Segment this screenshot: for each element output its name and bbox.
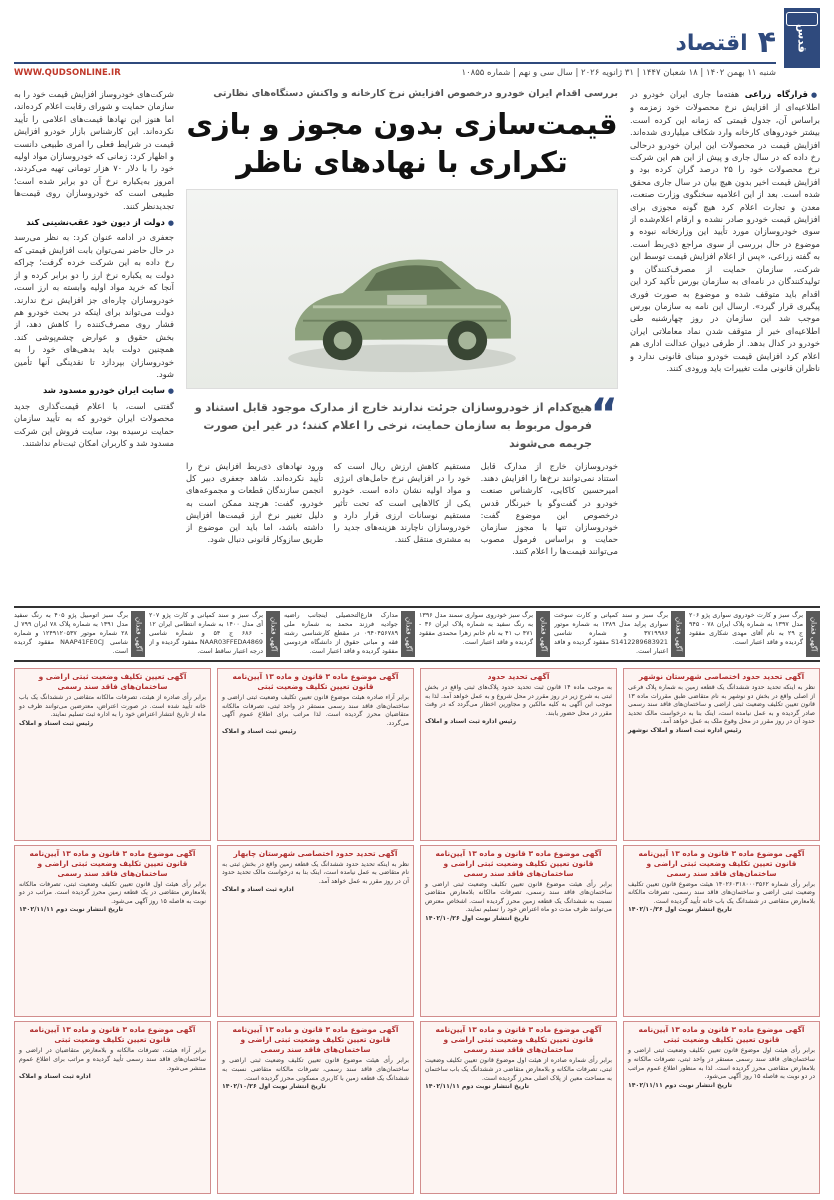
notice-body: برابر آراء هیئت، تصرفات مالکانه و بلامعارض متقاضیان در اراضی و ساختمان‌های فاقد سند رسمی تأیید گردیده و مراتب برای اطلاع عموم منتشر می‌شود.	[19, 1047, 206, 1072]
legal-notice	[217, 668, 414, 841]
notice-body: برابر رأی هیئت اول قانون تعیین تکلیف وضعیت ثبتی، تصرفات مالکانه بلامعارض متقاضی در یک قطعه زمین محرز گردیده است. مراتب در دو نوبت به فاصله ۱۵ روز آگهی می‌شود.	[19, 880, 206, 905]
legal-notice	[217, 1021, 414, 1194]
notice-title: آگهی موضوع ماده ۳ قانون و ماده ۱۳ آیین‌نامه قانون تعیین تکلیف وضعیت ثبتی	[232, 672, 399, 691]
ad-tag: آگهی فقدان	[671, 611, 685, 657]
notice-body: برابر رأی شماره ۱۴۰۲۶۰۳۱۸۰۰۰۳۵۶۲ هیئت موضوع قانون تعیین تکلیف وضعیت ثبتی اراضی و ساختمان‌های فاقد سند رسمی، تصرفات مالکانه بلامعارض متقاضی در ششدانگ یک باب خانه تأیید گردیده است.	[628, 880, 815, 905]
legal-notice	[217, 845, 414, 1018]
notice-body: برابر رأی شماره صادره از هیئت اول موضوع قانون تعیین تکلیف وضعیت ثبتی، تصرفات مالکانه و بلامعارض متقاضی در ششدانگ یک باب ساختمان به مساحت معین از پلاک اصلی محرز گردیده است.	[425, 1057, 612, 1082]
classified-ad	[689, 611, 820, 657]
left-subheading-1: ● دولت از دیون خود عقب‌نشینی کند	[14, 216, 174, 229]
ad-tag: آگهی فقدان	[131, 611, 145, 657]
notice-body: برابر آراء صادره هیئت موضوع قانون تعیین تکلیف وضعیت ثبتی اراضی و ساختمان‌های فاقد سند رسمی مستقر در واحد ثبتی، تصرفات مالکانه متقاضیان محرز گردیده است. لذا مراتب برای اطلاع عموم آگهی می‌گردد.	[222, 694, 409, 727]
notice-body: نظر به اینکه تحدید حدود ششدانگ یک قطعه زمین واقع در بخش ثبتی به نام متقاضی به عمل نیامده است، اینک بنا به درخواست مالک تحدید حدود آن در روز مقرر به عمل خواهد آمد.	[222, 860, 409, 885]
notice-signature: رئیس اداره ثبت اسناد و املاک	[425, 718, 517, 726]
newspaper-logo	[784, 8, 820, 68]
notice-signature: تاریخ انتشار نوبت دوم ۱۴۰۲/۱۱/۱۱	[628, 1081, 733, 1089]
notice-signature: تاریخ انتشار نوبت اول ۱۴۰۲/۱۰/۲۶	[628, 906, 732, 914]
notice-signature: رئیس اداره ثبت اسناد و املاک نوشهر	[628, 726, 742, 734]
ad-tag: آگهی فقدان	[266, 611, 280, 657]
notice-title: آگهی تحدید حدود اختصاصی شهرستان نوشهر	[638, 672, 805, 681]
notice-signature: تاریخ انتشار نوبت دوم ۱۴۰۲/۱۱/۱۱	[425, 1083, 530, 1091]
notice-title: آگهی موضوع ماده ۳ قانون و ماده ۱۳ آیین‌نامه قانون تعیین تکلیف وضعیت ثبتی اراضی و ساختمان‌های فاقد سند رسمی	[435, 848, 602, 878]
notice-signature: اداره ثبت اسناد و املاک	[19, 1073, 91, 1081]
lower-column-middle-text: مستقیم کاهش ارزش ریال است که خود را در افزایش نرخ حامل‌های انرژی و مواد اولیه نشان داده است. خودرو یکی از کالاهایی است که تحت تأثیر مستقیم نوسانات ارزی قرار دارد و خودروسازان ناچارند هزینه‌های جدید را به مشتری منتقل کنند.	[333, 461, 471, 545]
legal-notice	[420, 845, 617, 1018]
left-subheading-2: ● سایت ایران خودرو مسدود شد	[14, 384, 174, 397]
left-column-text-2: جعفری در ادامه عنوان کرد: به نظر می‌رسد در حال حاضر نمی‌توان بابت افزایش قیمتی که رخ داده به این شرکت خرده گرفت؛ چراکه دولت به یکباره نرخ ارز را دو برابر کرده و از آنجا که خرید مواد اولیه وابسته به ارز است، خودروسازان چاره‌ای جز افزایش نرخ ندارند. دولت می‌تواند برای اینکه در بحث خودرو هم فشار روی مصرف‌کننده را کاهش دهد، از بخش حقوق و عوارض چشم‌پوشی کند. همچنین دولت باید بدهی‌های خود را به خودروسازان بپردازد تا نقدینگی آنها تأمین شود.	[14, 232, 174, 379]
story-headline: قیمت‌سازی بدون مجوز و بازی تکراری با نهادهای ناظر	[186, 107, 618, 179]
notices-column	[623, 668, 820, 1194]
page-number: ۴	[757, 25, 776, 60]
notice-body: برابر رأی هیئت اول موضوع قانون تعیین تکلیف وضعیت ثبتی اراضی و ساختمان‌های فاقد سند رسمی مستقر در واحد ثبتی، تصرفات مالکانه و بلامعارض متقاضی محرز گردیده است. لذا به منظور اطلاع عموم مراتب در دو نوبت به فاصله ۱۵ روز آگهی می‌شود.	[628, 1047, 815, 1081]
classified-ads-strip	[14, 606, 820, 662]
notice-title: آگهی موضوع ماده ۳ قانون و ماده ۱۳ آیین‌نامه قانون تعیین تکلیف وضعیت ثبتی اراضی و ساختمان‌های فاقد سند رسمی	[232, 1025, 399, 1055]
legal-notice	[623, 1021, 820, 1194]
notice-body: برابر رأی هیئت موضوع قانون تعیین تکلیف وضعیت ثبتی اراضی و ساختمان‌های فاقد سند رسمی، تصرفات مالکانه بلامعارض متقاضی نسبت به ششدانگ یک قطعه زمین محرز گردیده است. اشخاص معترض می‌توانند ظرف مدت دو ماه اعتراض خود را تسلیم نمایند.	[425, 880, 612, 914]
classified-ad	[284, 611, 415, 657]
notice-title: آگهی تحدید حدود	[487, 672, 550, 681]
notice-body: به موجب ماده ۱۴ قانون ثبت تحدید حدود پلاک‌های ثبتی واقع در بخش ثبتی به شرح زیر در روز مقرر در محل شروع و به عمل خواهد آمد. لذا به موجب این آگهی به کلیه مالکین و مجاورین اخطار می‌گردد که در وقت مقرر در محل حضور یابند.	[425, 684, 612, 717]
notice-body: برابر رأی صادره از هیئت، تصرفات مالکانه متقاضی در ششدانگ یک باب خانه تأیید شده است. در صورت اعتراض، معترضین می‌توانند ظرف دو ماه از تاریخ انتشار اعتراض خود را به اداره ثبت تسلیم نمایند.	[19, 694, 206, 719]
notice-body: نظر به اینکه تحدید حدود ششدانگ یک قطعه زمین به شماره پلاک فرعی از اصلی واقع در بخش دو نوشهر به نام متقاضی طبق مقررات ماده ۱۳ قانون تعیین تکلیف وضعیت ثبتی اراضی و ساختمان‌های فاقد سند رسمی صادر گردیده و به عمل نیامده است، اینک بنا به درخواست مالک تحدید حدود آن در روز مقرر در محل وقوع ملک به عمل خواهد آمد.	[628, 684, 815, 726]
section-title: اقتصاد	[675, 30, 748, 56]
ad-text: مدارک فارغ‌التحصیلی اینجانب راضیه جوادیه فرزند محمد به شماره ملی ۰۹۴۰۴۵۶۷۸۹ در مقطع کارشناسی رشته فقه و مبانی حقوق از دانشگاه فردوسی مفقود گردیده و فاقد اعتبار است.	[284, 611, 398, 655]
classified-ad	[554, 611, 685, 657]
right-column-text: هفته‌ما جاری ایران خودرو در اطلاعیه‌ای از افزایش نرخ محصولات خود زمزمه و براساس آن، جدول قیمتی که زمانه این کرده است. بیشتر خودروهای کارخانه وارد شکاف میلیاردی شده‌اند. افزایش قیمت در محصولات این ایران خودرو درحالی رخ داده که در سال جاری و پیش از این هم این شرکت نرخ محصولات خود را ۲۵ درصد گران کرده بود و افزایش قیمت اخیر بدون هیچ بیان در سال جاری محقق شده است. بعد از این اعلامیه سخنگوی وزارت صنعت، معدن و تجارت اعلام کرد هیچ گونه مجوزی برای افزایش قیمت خودرو صادر نشده و ارقام اعلام‌شده از سوی خودروسازان مورد تأیید این وزارتخانه نبوده و موضوع در حال بررسی از سوی مراجع ذی‌ربط است. به گفته زراعی، «پس از اعلام افزایش قیمت توسط این شرکت، سازمان حمایت از مصرف‌کنندگان و تولیدکنندگان در نامه‌ای به سازمان بورس تأکید کرد این اقدام باید متوقف شده و موضوع به صورت فوری پیگیری قرار گیرد». ارسال این نامه به سازمان بورس موجب شد این سازمان در روز چهارشنبه طی اطلاعیه‌ای خبر از متوقف شدن نماد معاملاتی ایران خودرو در کدال بدهد. از طرفی دیوان عدالت اداری هم اعلام کرد افزایش قیمت خودرو مبنای قانونی ندارد و ناظران قانونی ملت تغییرات باید ورودی کنند.	[630, 89, 820, 373]
money-car-image	[186, 189, 618, 389]
pull-quote	[186, 389, 618, 453]
notice-signature: رئیس ثبت اسناد و املاک	[19, 719, 94, 727]
lower-column-left-text: ورود نهادهای ذی‌ربط افزایش نرخ را تأیید نکرده‌اند. شاهد جعفری دبیر کل انجمن سازندگان قطعات و مجموعه‌های خودرو، گفت: هرچند ممکن است به دلیل تغییر نرخ ارز قیمت‌ها افزایش داشته باشد، اما باید این موضوع از طریق سازوکار قانونی دنبال شود.	[186, 461, 324, 545]
legal-notice	[14, 845, 211, 1018]
notice-title: آگهی موضوع ماده ۳ قانون و ماده ۱۳ آیین‌نامه قانون تعیین تکلیف وضعیت ثبتی اراضی و ساختمان‌های فاقد سند رسمی	[435, 1025, 602, 1055]
ad-text: برگ سبز خودروی سواری سمند مدل ۱۳۹۶ به رنگ سفید به شماره پلاک ایران ۳۶ - ۴۷۱ ب ۴۱ به نام خانم زهرا محمدی مفقود گردیده و فاقد اعتبار است.	[419, 611, 533, 646]
legal-notice	[14, 1021, 211, 1194]
date-line: شنبه ۱۱ بهمن ۱۴۰۲ | ۱۸ شعبان ۱۴۴۷ | ۳۱ ژانویه ۲۰۲۶ | سال سی و نهم | شماره ۱۰۸۵۵	[461, 68, 776, 78]
right-column-lead: ● قرارگاه زراعی	[745, 89, 820, 99]
lower-column-right	[481, 460, 618, 598]
legal-notice	[623, 845, 820, 1018]
story-kicker: بررسی اقدام ایران خودرو درخصوص افزایش نرخ کارخانه و واکنش دستگاه‌های نظارتی	[213, 88, 618, 99]
ad-text: برگ سبز و سند کمپانی و کارت پژو ۲۰۷ آی مدل ۱۴۰۰ به شماره انتظامی ایران ۱۲ - ۶۸۶ ج ۵۴ و شماره شاسی NAAR03FFEDA4869 مفقود گردیده و از درجه اعتبار ساقط است.	[149, 611, 263, 655]
legal-notice	[14, 668, 211, 841]
notice-title: آگهی تعیین تکلیف وضعیت ثبتی اراضی و ساختمان‌های فاقد سند رسمی	[38, 672, 187, 691]
notices-column	[420, 668, 617, 1194]
story-left-column	[14, 88, 174, 598]
meta-bar	[14, 68, 776, 82]
legal-notice	[420, 668, 617, 841]
masthead-divider	[14, 62, 776, 64]
classified-ad	[14, 611, 145, 657]
lower-column-middle	[333, 460, 470, 598]
notices-column	[14, 668, 211, 1194]
car-illustration-icon	[187, 190, 617, 388]
ad-text: برگ سبز اتومبیل پژو ۴۰۵ به رنگ سفید مدل ۱۳۹۱ به شماره پلاک ۷۸ ایران ۷۹۹ ل ۲۸ شماره موتور ۱۲۴۹۱۲۰۵۳۷ و شماره شاسی NAAP41FE0CJ مفقود گردیده است.	[14, 611, 128, 655]
masthead	[14, 8, 820, 86]
notice-signature: تاریخ انتشار نوبت اول ۱۴۰۲/۱۰/۲۶	[222, 1083, 326, 1091]
ad-tag: آگهی فقدان	[806, 611, 820, 657]
notices-column	[217, 668, 414, 1194]
notice-title: آگهی موضوع ماده ۳ قانون و ماده ۱۳ آیین‌نامه قانون تعیین تکلیف وضعیت ثبتی	[29, 1025, 196, 1045]
section-header	[675, 25, 776, 60]
story-lower-columns	[186, 460, 618, 598]
quote-mark-icon: “	[590, 389, 618, 438]
story-center	[186, 88, 618, 598]
ad-text: برگ سبز و سند کمپانی و کارت سوخت سواری پراید مدل ۱۳۸۹ به شماره موتور ۳۷۱۹۹۸۶ و شماره شاسی S1412289683921 مفقود گردیده و فاقد اعتبار است.	[554, 611, 668, 655]
pull-quote-text: هیچ‌کدام از خودروسازان جرئت ندارند خارج از مدارک موجود قابل استناد و فرمول مربوط به سازمان حمایت، نرخی را اعلام کنند؛ در غیر این صورت جریمه می‌شوند	[194, 401, 592, 450]
notice-body: برابر رأی هیئت موضوع قانون تعیین تکلیف وضعیت ثبتی اراضی و ساختمان‌های فاقد سند رسمی، تصرفات مالکانه متقاضی نسبت به ششدانگ یک قطعه زمین با کاربری مسکونی محرز گردیده است.	[222, 1057, 409, 1082]
ad-tag: آگهی فقدان	[401, 611, 415, 657]
notice-signature: تاریخ انتشار نوبت دوم ۱۴۰۲/۱۱/۱۱	[19, 906, 124, 914]
notice-signature: اداره ثبت اسناد و املاک	[222, 886, 294, 894]
classified-ad	[419, 611, 550, 657]
ad-text: برگ سبز و کارت خودروی سواری پژو ۲۰۶ مدل ۱۳۹۷ به شماره پلاک ایران ۷۸ - ۹۴۵ ج ۲۹ به نام آقای مهدی شکاری مفقود گردیده و فاقد اعتبار است.	[689, 611, 803, 646]
left-column-text: شرکت‌های خودروساز افزایش قیمت خود را به سازمان حمایت و شورای رقابت اعلام کرده‌اند، اما هنوز این نهادها قیمت‌های اعلامی را تأیید نکرده‌اند. این کارشناس بازار خودرو افزایش قیمت در شرایط فعلی را امری طبیعی دانست و اظهار کرد: زمانی که خودروسازان مواد اولیه خود را با دلار ۷۰ هزار تومانی تهیه می‌کردند، امروز به‌یکباره نرخ آن دو برابر شده است؛ طبیعی است که خودروسازان روی قیمت‌ها تجدیدنظر کنند.	[14, 89, 174, 211]
notice-signature: رئیس ثبت اسناد و املاک	[222, 728, 297, 736]
story-right-column	[630, 88, 820, 598]
notice-signature: تاریخ انتشار نوبت اول ۱۴۰۲/۱۰/۲۶	[425, 915, 529, 923]
logo-text: قدس	[795, 23, 809, 53]
main-story	[14, 88, 820, 598]
notice-title: آگهی موضوع ماده ۳ قانون و ماده ۱۳ آیین‌نامه قانون تعیین تکلیف وضعیت ثبتی اراضی و ساختمان‌های فاقد سند رسمی	[638, 848, 805, 878]
left-column-text-3: گفتنی است، با اعلام قیمت‌گذاری جدید محصولات ایران خودرو که به تأیید سازمان حمایت نرسیده بود، سایت فروش این شرکت مسدود شد و کاربران امکان ثبت‌نام نداشتند.	[14, 400, 174, 448]
logo-seal-icon	[786, 12, 818, 26]
ad-tag: آگهی فقدان	[536, 611, 550, 657]
site-url[interactable]: WWW.QUDSONLINE.IR	[14, 68, 121, 78]
legal-notice	[623, 668, 820, 841]
notice-title: آگهی موضوع ماده ۳ قانون و ماده ۱۳ آیین‌نامه قانون تعیین تکلیف وضعیت ثبتی اراضی و ساختمان‌های فاقد سند رسمی	[29, 848, 196, 878]
notice-title: آگهی تحدید حدود اختصاصی شهرستان چابهار	[233, 848, 398, 858]
lower-column-right-text: خودروسازان خارج از مدارک قابل استناد نمی‌توانند نرخ‌ها را افزایش دهند. امیرحسین کاکایی، کارشناس صنعت خودرو در گفت‌وگو با خبرنگار قدس درخصوص این موضوع گفت: خودروسازان تنها با مجوز سازمان حمایت و براساس فرمول مصوب می‌توانند قیمت‌ها را اعلام کنند.	[480, 461, 618, 557]
legal-notices	[14, 668, 820, 1194]
lower-column-left	[186, 460, 323, 598]
notice-title: آگهی موضوع ماده ۳ قانون و ماده ۱۳ آیین‌نامه قانون تعیین تکلیف وضعیت ثبتی	[638, 1025, 805, 1045]
legal-notice	[420, 1021, 617, 1194]
classified-ad	[149, 611, 280, 657]
